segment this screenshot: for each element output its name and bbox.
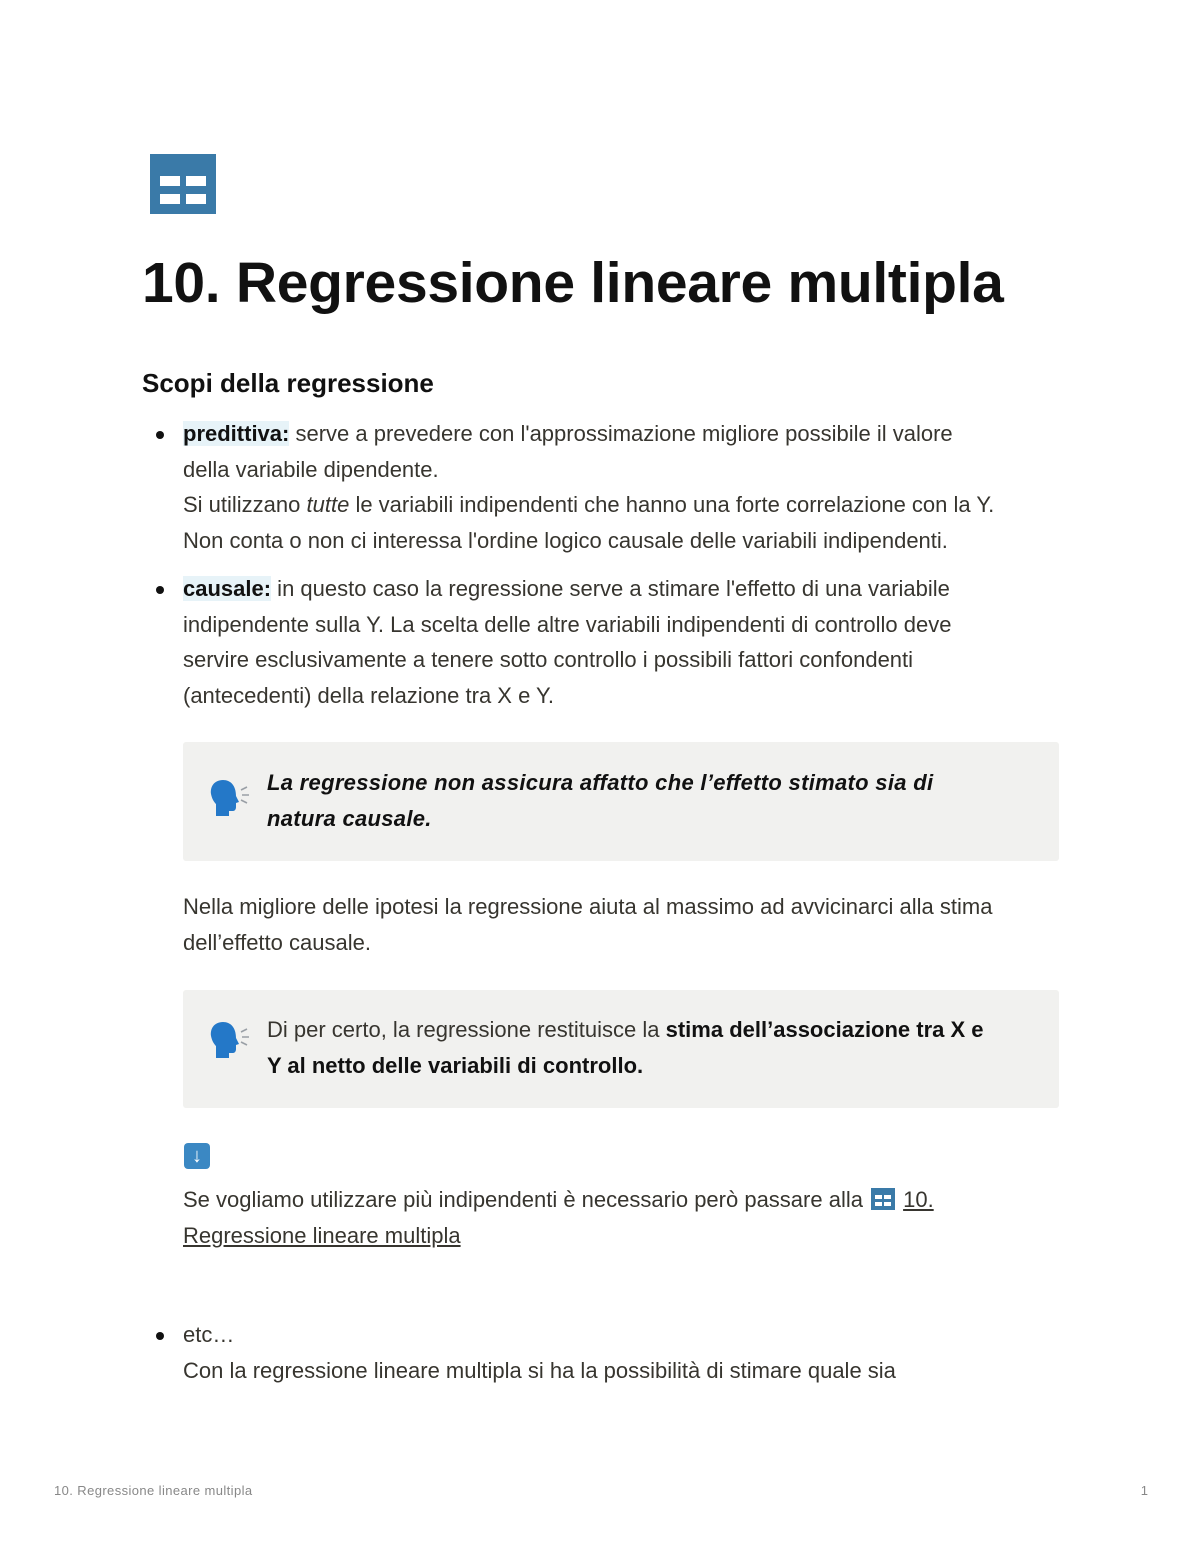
table-icon xyxy=(871,1188,895,1210)
callout2-bold: stima dell’associazione tra X e xyxy=(665,1017,984,1042)
page-link[interactable]: 10. xyxy=(903,1187,934,1212)
footer-title: 10. Regressione lineare multipla xyxy=(54,1483,253,1498)
etc-label: etc… xyxy=(183,1322,235,1347)
list-item-predittiva xyxy=(183,416,1103,558)
etc-text: Con la regressione lineare multipla si ha la possibilità di stimare quale sia xyxy=(183,1357,896,1383)
section-heading: Scopi della regressione xyxy=(142,368,434,398)
predittiva-text-4: Non conta o non ci interessa l'ordine logico causale delle variabili indipendenti. xyxy=(183,527,948,553)
table-icon xyxy=(150,154,216,214)
callout2-bold-2: Y al netto delle variabili di controllo. xyxy=(267,1052,644,1078)
page-number: 1 xyxy=(1140,1483,1148,1498)
bullet-marker xyxy=(156,1332,164,1340)
callout1-text: La regressione non assicura affatto che l’effetto stimato sia di xyxy=(267,770,934,795)
bullet-marker xyxy=(156,586,164,594)
causale-text-3: servire esclusivamente a tenere sotto controllo i possibili fattori confondenti xyxy=(183,647,914,672)
callout-association xyxy=(183,990,1059,1108)
bullet-marker xyxy=(156,431,164,439)
speaking-head-icon xyxy=(209,778,251,818)
paragraph-effect xyxy=(183,889,1103,960)
list-item-causale xyxy=(183,571,1103,713)
callout1-text-2: natura causale. xyxy=(267,805,432,831)
predittiva-text-3b: le variabili indipendenti che hanno una forte correlazione con la Y. xyxy=(349,492,995,517)
causale-text-2: indipendente sulla Y. La scelta delle altre variabili indipendenti di controllo deve xyxy=(183,611,952,637)
predittiva-emphasis: tutte xyxy=(306,492,350,517)
speaking-head-icon xyxy=(209,1020,251,1060)
page-link-continued[interactable]: Regressione lineare multipla xyxy=(183,1222,461,1248)
predittiva-text: serve a prevedere con l'approssimazione migliore possibile il valore xyxy=(289,421,953,446)
list-item-etc xyxy=(183,1317,1103,1388)
causale-label: causale: xyxy=(183,576,272,601)
paragraph-effect-line2: dell’effetto causale. xyxy=(183,929,371,955)
causale-text: in questo caso la regressione serve a stimare l'effetto di una variabile xyxy=(271,576,950,601)
predittiva-text-3: Si utilizzano xyxy=(183,492,307,517)
predittiva-label: predittiva: xyxy=(183,421,290,446)
paragraph-effect-line1: Nella migliore delle ipotesi la regressione aiuta al massimo ad avvicinarci alla stima xyxy=(183,894,993,919)
down-arrow-icon: ↓ xyxy=(184,1143,210,1169)
paragraph-link-text: Se vogliamo utilizzare più indipendenti è necessario però passare alla xyxy=(183,1187,863,1212)
callout2-text: Di per certo, la regressione restituisce la xyxy=(267,1017,666,1042)
predittiva-text-2: della variabile dipendente. xyxy=(183,456,439,482)
causale-text-4: (antecedenti) della relazione tra X e Y. xyxy=(183,682,554,708)
paragraph-link xyxy=(183,1182,1103,1253)
page-title: 10. Regressione lineare multipla xyxy=(142,251,1004,315)
callout-causality-warning xyxy=(183,742,1059,861)
